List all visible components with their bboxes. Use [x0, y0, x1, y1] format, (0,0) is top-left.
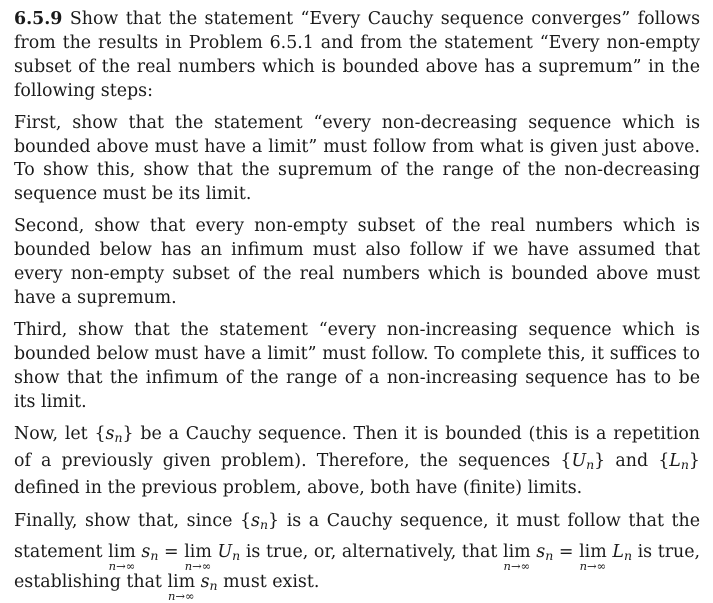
limit-expression: lim n→∞ — [579, 541, 607, 573]
paragraph-first: First, show that the statement “every non-decreasing sequence which is bounded above must have a limit” must follow from what is given just above. To show this, show that the supremum of the range of the non-decreasing sequence must be its limit. — [14, 112, 700, 205]
limit-expression: lim n→∞ — [503, 541, 531, 573]
paragraph-now: Now, let $\{s_n\}$ be a Cauchy sequence. Then it is bounded (this is a repetition of a previously given problem). Therefore, the sequences $\{U_n\}$ and $\{L_n\}$ defined in the previous problem, above, both have (finite) limits. — [14, 423, 701, 498]
paragraph-third: Third, show that the statement “every non-increasing sequence which is bounded below must have a limit” must follow. To complete this, it suffices to show that the infimum of the range of a non-increasing sequence has to be its limit. — [14, 319, 700, 412]
paragraph-second: Second, show that every non-empty subset of the real numbers which is bounded below has an infimum must also follow if we have assumed that every non-empty subset of the real numbers which is bounded above must have a supremum. — [14, 216, 700, 308]
paragraph-finally: Finally, show that, since $\{s_n\}$ is a Cauchy sequence, it must follow that the statement lim n→∞ $s_n = \lim$ n→∞ $U_n$ is true, or, alternatively, that lim n→∞ $s_n = \lim$ n→∞ $L_n$ is true, establishing that lim n→∞ $s_n$ must exist. — [14, 511, 701, 603]
problem-intro: Show that the statement “Every Cauchy sequence converges” follows from the results in Problem 6.5.1 and from the statement “Every non-empty subset of the real numbers which is bounded above has a supremum” in the following steps: — [14, 9, 700, 101]
limit-expression: lim n→∞ — [184, 541, 212, 573]
limit-expression: lim n→∞ — [167, 571, 196, 603]
limit-expression: lim n→∞ — [108, 541, 136, 573]
problem-statement — [14, 8, 700, 104]
problem-number: 6.5.9 — [14, 9, 63, 29]
